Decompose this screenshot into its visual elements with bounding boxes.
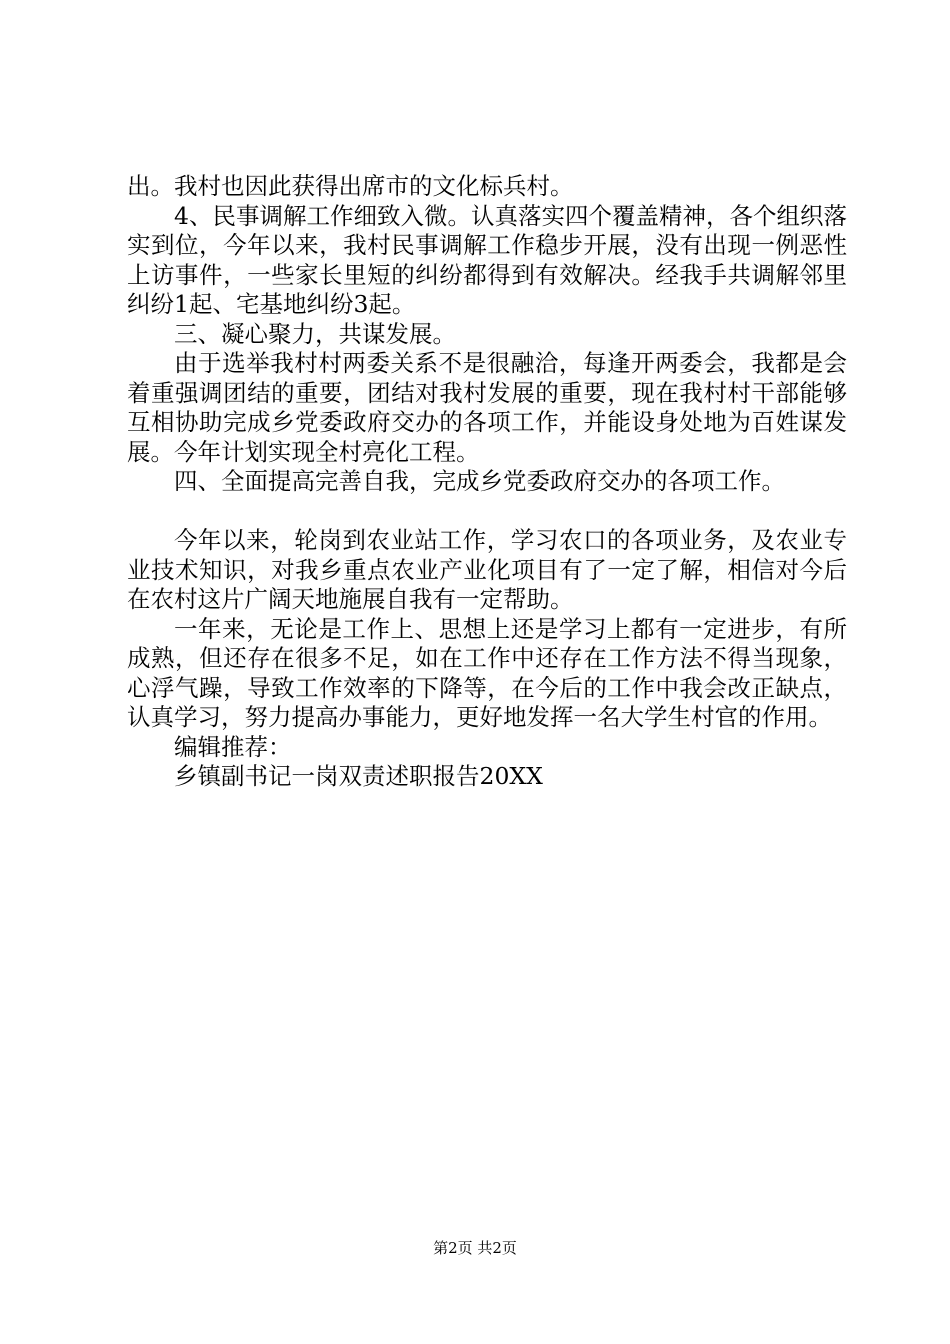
recommended-article-title: 乡镇副书记一岗双责述职报告20XX <box>174 762 543 790</box>
paragraph-continuation: 出。我村也因此获得出席市的文化标兵村。 <box>127 172 574 200</box>
paragraph-agriculture: 今年以来，轮岗到农业站工作，学习农口的各项业务，及农业专业技术知识，对我乡重点农业产业化项目有了一定了解，相信对今后在农村这片广阔天地施展自我有一定帮助。 <box>127 526 847 613</box>
paragraph-unity: 由于选举我村村两委关系不是很融洽，每逢开两委会，我都是会着重强调团结的重要，团结对我村发展的重要，现在我村村干部能够互相协助完成乡党委政府交办的各项工作，并能设身处地为百姓谋发展。今年计划实现全村亮化工程。 <box>127 349 847 466</box>
blank-line <box>127 497 847 527</box>
page-footer <box>0 1238 950 1258</box>
page-number: 第2页 共2页 <box>433 1239 517 1257</box>
paragraph-summary: 一年来，无论是工作上、思想上还是学习上都有一定进步，有所成熟，但还存在很多不足，如在工作中还存在工作方法不得当现象，心浮气躁，导致工作效率的下降等，在今后的工作中我会改正缺点，认真学习，努力提高办事能力，更好地发挥一名大学生村官的作用。 <box>127 614 847 731</box>
document-body <box>127 172 847 792</box>
editor-recommendation-label: 编辑推荐： <box>174 732 292 761</box>
paragraph-mediation: 4、民事调解工作细致入微。认真落实四个覆盖精神，各个组织落实到位，今年以来，我村民事调解工作稳步开展，没有出现一例恶性上访事件，一些家长里短的纠纷都得到有效解决。经我手共调解邻里纠纷1起、宅基地纠纷3起。 <box>127 201 847 318</box>
section-heading-three: 三、凝心聚力，共谋发展。 <box>174 319 456 348</box>
section-heading-four: 四、全面提高完善自我，完成乡党委政府交办的各项工作。 <box>174 467 785 495</box>
